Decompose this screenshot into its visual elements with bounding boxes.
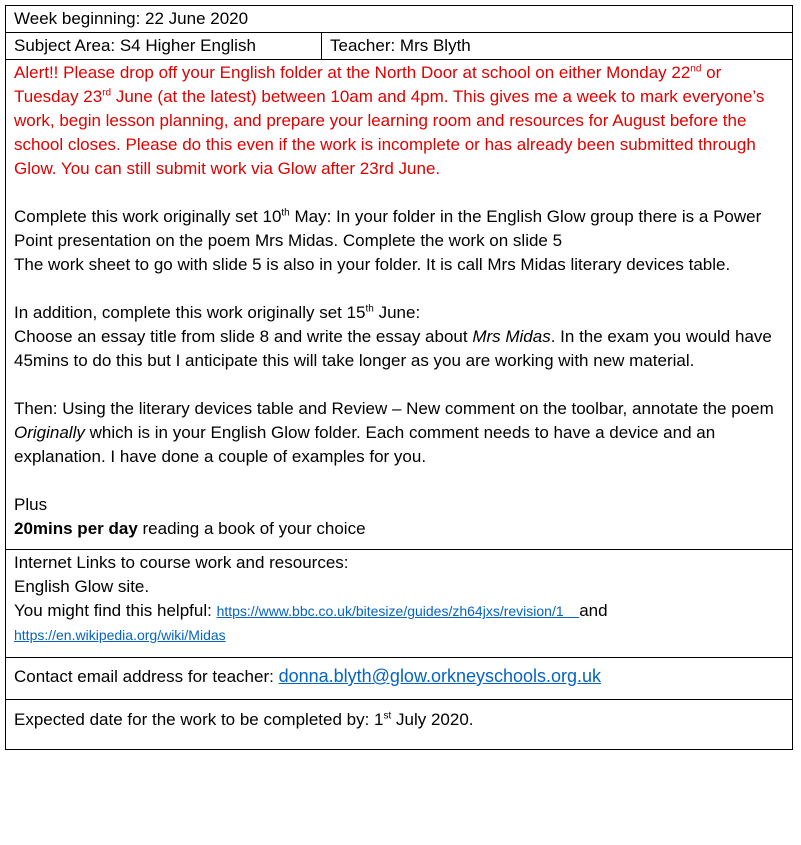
contact-row: [6, 658, 793, 700]
contact-label: Contact email address for teacher:: [14, 667, 279, 686]
helpful-label: You might find this helpful:: [14, 601, 217, 620]
teacher-name: Teacher: Mrs Blyth: [322, 33, 793, 60]
links-row: [6, 550, 793, 658]
bbc-bitesize-link[interactable]: https://www.bbc.co.uk/bitesize/guides/zh64jxs/revision/1: [216, 603, 564, 619]
wikipedia-midas-link[interactable]: https://en.wikipedia.org/wiki/Midas: [14, 627, 226, 643]
task-reading: Plus 20mins per day reading a book of your choice: [14, 495, 366, 538]
glow-site-text: English Glow site.: [14, 577, 150, 596]
instructions-row: [6, 60, 793, 550]
due-date-cell: Expected date for the work to be completed by: 1st July 2020.: [6, 700, 793, 750]
teacher-email-link[interactable]: donna.blyth@glow.orkneyschools.org.uk: [278, 666, 602, 686]
alert-text: Alert!! Please drop off your English folder at the North Door at school on either Monday 22nd or Tuesday 23rd June (at the latest) between 10am and 4pm. This gives me a week to mark everyone’s work, begin lesson planning, and prepare your learning room and resources for August before the school closes. Please do this even if the work is incomplete or has already been submitted through Glow. You can still submit work via Glow after 23rd June.: [14, 63, 765, 178]
due-row: [6, 700, 793, 750]
contact-cell: [6, 658, 793, 700]
worksheet-table: [5, 5, 793, 750]
task-annotate: Then: Using the literary devices table and Review – New comment on the toolbar, annotate the poem Originally which is in your English Glow folder. Each comment needs to have a device and an explanation. I have done a couple of examples for you.: [14, 399, 774, 466]
links-cell: Internet Links to course work and resources: English Glow site. You might find this helpful: https://www.bbc.co.uk/bitesize/guides/zh64jxs/revision/1 and https://en.wikipedia.org/wiki/Midas: [6, 550, 793, 658]
links-heading: Internet Links to course work and resources:: [14, 553, 349, 572]
subject-area: Subject Area: S4 Higher English: [6, 33, 322, 60]
week-row: [6, 6, 793, 33]
task-mrs-midas-slides: Complete this work originally set 10th May: In your folder in the English Glow group there is a Power Point presentation on the poem Mrs Midas. Complete the work on slide 5 The work sheet to go with slide 5 is also in your folder. It is call Mrs Midas literary devices table.: [14, 207, 762, 274]
instructions-cell: [6, 60, 793, 550]
subject-row: [6, 33, 793, 60]
week-beginning: Week beginning: 22 June 2020: [6, 6, 793, 33]
task-essay: In addition, complete this work originally set 15th June: Choose an essay title from slide 8 and write the essay about Mrs Midas. In the exam you would have 45mins to do this but I anticipate this will take longer as you are working with new material.: [14, 303, 772, 370]
